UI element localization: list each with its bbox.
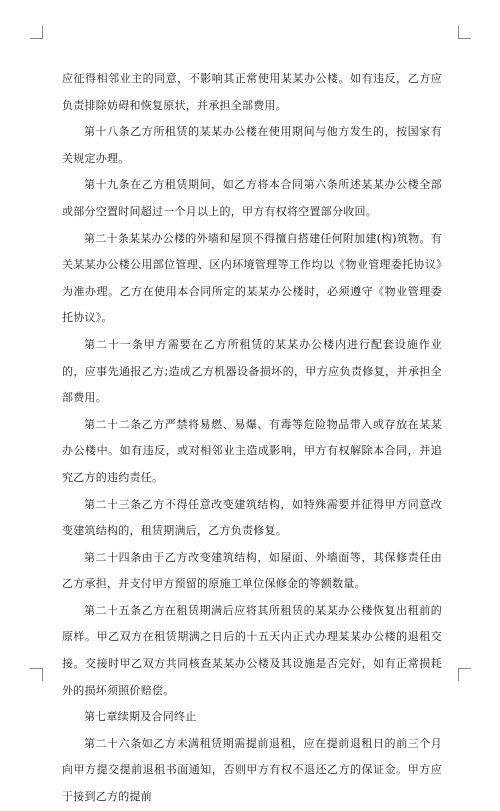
paragraph-article-25: 第二十五条乙方在租赁期满后应将其所租赁的某某办公楼恢复出租前的原样。甲乙双方在租赁期满之日后的十五天内正式办理某某办公楼的退租交接。交接时甲乙双方共同核查某某办公楼及其设施是否完好，如有正常损耗外的损坏须照价赔偿。 [62,603,442,697]
paragraph-article-22: 第二十二条乙方严禁将易燃、易爆、有毒等危险物品带入或存放在某某办公楼中。如有违反，或对相邻业主造成影响，甲方有权解除本合同，并追究乙方的违约责任。 [62,417,442,484]
paragraph-article-26: 第二十六条如乙方未满租赁期需提前退租，应在提前退租日的前三个月向甲方提交提前退租书面通知，否则甲方有权不退还乙方的保证金。甲方应于接到乙方的提前 [62,736,442,804]
paragraph-article-24: 第二十四条由于乙方改变建筑结构，如屋面、外墙面等，其保修责任由乙方承担，并支付甲方预留的原施工单位保修金的等额数量。 [62,550,442,591]
paragraph-article-20: 第二十条某某办公楼的外墙和屋顶不得擅自搭建任何附加建(构)筑物。有关某某办公楼公用部位管理、区内环境管理等工作均以《物业管理委托协议》为准办理。乙方在使用本合同所定的某某办公楼时，必须遵守《物业管理委托协议》。 [62,231,442,325]
document-body [62,66,442,811]
paragraph-article-18: 第十八条乙方所租赁的某某办公楼在使用期间与他方发生的，按国家有关规定办理。 [62,125,442,165]
paragraph-article-19: 第十九条在乙方租赁期间，如乙方将本合同第六条所述某某办公楼全部或部分空置时间超过一个月以上的，甲方有权将空置部分收回。 [62,178,442,218]
paragraph-article-23: 第二十三条乙方不得任意改变建筑结构，如特殊需要并征得甲方同意改变建筑结构的，租赁期满后，乙方负责修复。 [62,497,442,538]
crop-mark-top-left [30,26,43,39]
crop-mark-bottom-left [30,668,43,681]
chapter-heading: 第七章续期及合同终止 [84,710,197,724]
paragraph-article-21: 第二十一条甲方需要在乙方所租赁的某某办公楼内进行配套设施作业的，应事先通报乙方;造成乙方机器设备损坏的，甲方应负责修复，并承担全部费用。 [62,337,442,405]
crop-mark-top-right [458,26,471,39]
paragraph-continuation: 应征得相邻业主的同意，不影响其正常使用某某办公楼。如有违反，乙方应负责排除妨碍和恢复原状，并承担全部费用。 [62,72,442,112]
crop-mark-bottom-right [458,668,471,681]
